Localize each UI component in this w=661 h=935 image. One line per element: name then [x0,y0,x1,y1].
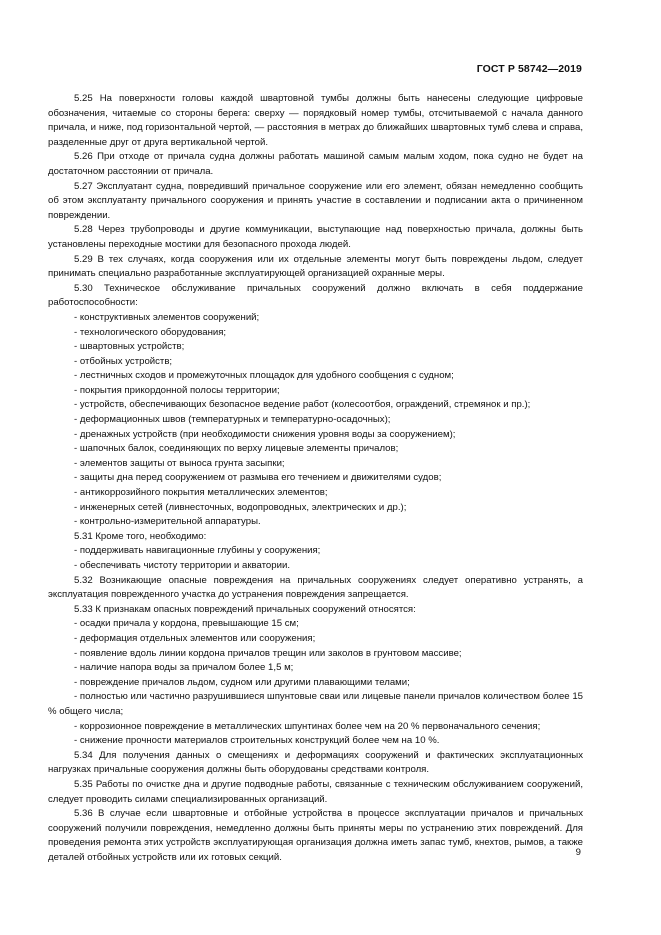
paragraph: 5.34 Для получения данных о смещениях и деформациях сооружений и фактических эксплуатационных нагрузках причальные сооружения должны быть оборудованы средствами контроля. [48,749,583,776]
list-item: - конструктивных элементов сооружений; [74,311,260,323]
list-item: - лестничных сходов и промежуточных площадок для удобного сообщения с судном; [74,370,454,382]
list-item: - антикоррозийного покрытия металлических элементов; [74,487,328,499]
list-item: - швартовных устройств; [74,341,185,353]
page-number: 9 [575,847,581,858]
list-item: - элементов защиты от выноса грунта засыпки; [74,457,285,469]
list-item: - дренажных устройств (при необходимости снижения уровня воды за сооружением); [74,428,456,440]
list-item: - осадки причала у кордона, превышающие 15 см; [74,618,299,630]
list-item: - деформация отдельных элементов или сооружения; [74,632,316,644]
paragraph: 5.35 Работы по очистке дна и другие подводные работы, связанные с техническим обслуживанием сооружений, следует проводить силами специализированных организаций. [48,778,583,805]
paragraph: 5.27 Эксплуатант судна, повредивший причальное сооружение или его элемент, обязан немедленно сообщить об этом эксплуатанту причального сооружения и принять участие в составлении и подписании акта о причиненном повреждении. [48,180,583,221]
list-item: - технологического оборудования; [74,326,227,338]
list-item: - контрольно-измерительной аппаратуры. [74,516,261,528]
paragraph: 5.33 К признакам опасных повреждений причальных сооружений относятся: [74,603,416,615]
list-item: - покрытия прикордонной полосы территории; [74,384,280,396]
document-id: ГОСТ Р 58742—2019 [476,63,582,75]
paragraph: 5.26 При отходе от причала судна должны работать машиной самым малым ходом, пока судно не будет на достаточном расстоянии от причала. [48,151,583,177]
list-item: - снижение прочности материалов строительных конструкций более чем на 10 %. [74,735,440,747]
list-item: - наличие напора воды за причалом более 1,5 м; [74,662,294,674]
list-item: - деформационных швов (температурных и температурно-осадочных); [74,414,391,426]
paragraph: 5.31 Кроме того, необходимо: [74,530,207,542]
list-item: - инженерных сетей (ливнесточных, водопроводных, электрических и др.); [74,501,407,513]
list-item: - обеспечивать чистоту территории и акватории. [74,560,290,571]
list-item: - коррозионное повреждение в металлических шпунтинах более чем на 20 % первоначального сечения; [74,720,541,732]
list-item: - устройств, обеспечивающих безопасное ведение работ (колесоотбоя, ограждений, стремянок и пр.); [74,399,531,411]
paragraph: 5.29 В тех случаях, когда сооружения или их отдельные элементы могут быть повреждены льдом, следует принимать специально разработанные эксплуатирующей организацией охранные меры. [48,253,583,280]
paragraph: 5.25 На поверхности головы каждой швартовной тумбы должны быть нанесены следующие цифровые обозначения, читаемые со стороны берега: сверху — порядковый номер тумбы, отсчитываемой с начала данного причала, и ниже, под горизонтальной чертой, — расстояния в метрах до ближайших швартовных тумб слева и справа, разделенные друг от друга вертикальной чертой. [48,93,583,148]
list-item: - повреждение причалов льдом, судном или другими плавающими телами; [74,676,410,688]
list-item: - полностью или частично разрушившиеся шпунтовые сваи или лицевые панели причалов количеством более 15 % общего числа; [48,691,583,717]
list-item: - отбойных устройств; [74,355,173,367]
paragraph: 5.36 В случае если швартовные и отбойные устройства в процессе эксплуатации причалов и причальных сооружений получили повреждения, немедленно должны быть приняты меры по устранению этих повреждений. Для проведения ремонта этих устройств эксплуатирующая организация должна иметь запас тумб, кнехтов, рымов, а также деталей отбойных устройств или их готовых секций. [48,808,583,863]
paragraph: 5.28 Через трубопроводы и другие коммуникации, выступающие над поверхностью причала, должны быть установлены переходные мостики для безопасного прохода людей. [48,224,583,250]
list-item: - поддерживать навигационные глубины у сооружения; [74,545,321,557]
document-body [48,92,583,865]
paragraph: 5.32 Возникающие опасные повреждения на причальных сооружениях следует оперативно устранять, а эксплуатация поврежденного участка до устранения повреждения запрещается. [48,574,583,601]
list-item: - шапочных балок, соединяющих по верху лицевые элементы причалов; [74,443,399,455]
paragraph: 5.30 Техническое обслуживание причальных сооружений должно включать в себя поддержание работоспособности: [48,282,583,309]
list-item: - защиты дна перед сооружением от размыва его течением и движителями судов; [74,472,442,484]
list-item: - появление вдоль линии кордона причалов трещин или заколов в грунтовом массиве; [74,647,462,659]
